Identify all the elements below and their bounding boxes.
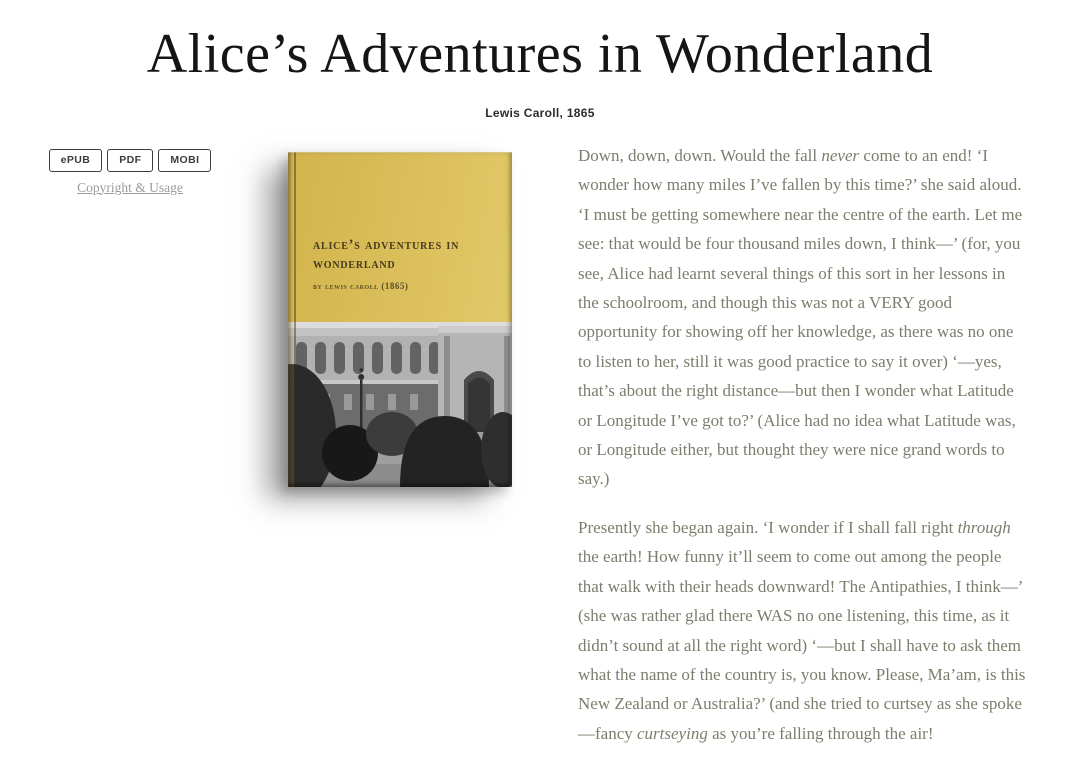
paragraph xyxy=(578,513,1026,748)
cover-title: alice’s adventures in wonderland xyxy=(313,237,460,273)
book-cover-front-top xyxy=(288,152,512,322)
paragraph xyxy=(578,141,1026,494)
page-title: Alice’s Adventures in Wonderland xyxy=(146,23,934,85)
text-segment-italic: curtseying xyxy=(637,723,708,743)
copyright-usage-link[interactable]: Copyright & Usage xyxy=(77,179,183,195)
mobi-download-button[interactable]: MOBI xyxy=(158,149,211,172)
text-segment-italic: through xyxy=(957,517,1011,537)
pdf-download-button[interactable]: PDF xyxy=(107,149,153,172)
book-excerpt xyxy=(578,141,1026,767)
cover-photo-illustration xyxy=(288,322,512,487)
book-spine-crease xyxy=(294,152,296,487)
cover-byline: by lewis caroll (1865) xyxy=(313,281,409,291)
text-segment: Presently she began again. ‘I wonder if I shall fall right xyxy=(578,517,958,537)
text-segment: the earth! How funny it’ll seem to come out among the people that walk with their heads downward! The Antipathies, I think—’ (she was rather glad there WAS no one listening, this time, as it didn’t sound at all the right word) ‘—but I shall have to ask them what the name of the country is, you know. Please, Ma’am, is this New Zealand or Australia?’ (and she tried to curtsey as she spoke—fancy xyxy=(578,547,1026,743)
text-segment: as you’re falling through the air! xyxy=(707,723,934,743)
download-buttons-row xyxy=(48,149,212,172)
download-panel xyxy=(48,149,212,197)
book-cover xyxy=(288,152,512,487)
text-segment: Down, down, down. Would the fall xyxy=(578,146,822,165)
text-segment-italic: never xyxy=(821,146,860,165)
epub-download-button[interactable]: ePUB xyxy=(49,149,103,172)
book-author-year: Lewis Caroll, 1865 xyxy=(485,106,595,120)
cover-photo xyxy=(288,322,512,487)
text-segment: come to an end! ‘I wonder how many miles I’ve fallen by this time?’ she said aloud. ‘I must be getting somewhere near the centre of the earth. Let me see: that would be four thousand miles down, I think—’ (for, you see, Alice had learnt several things of this sort in her lessons in the schoolroom, and though this was not a VERY good opportunity for showing off her knowledge, as there was no one to listen to her, still it was good practice to say it over) ‘—yes, that’s about the right distance—but then I wonder what Latitude or Longitude I’ve got to?’ (Alice had no idea what Latitude was, or Longitude either, but thought they were nice grand words to say.) xyxy=(578,146,1023,489)
